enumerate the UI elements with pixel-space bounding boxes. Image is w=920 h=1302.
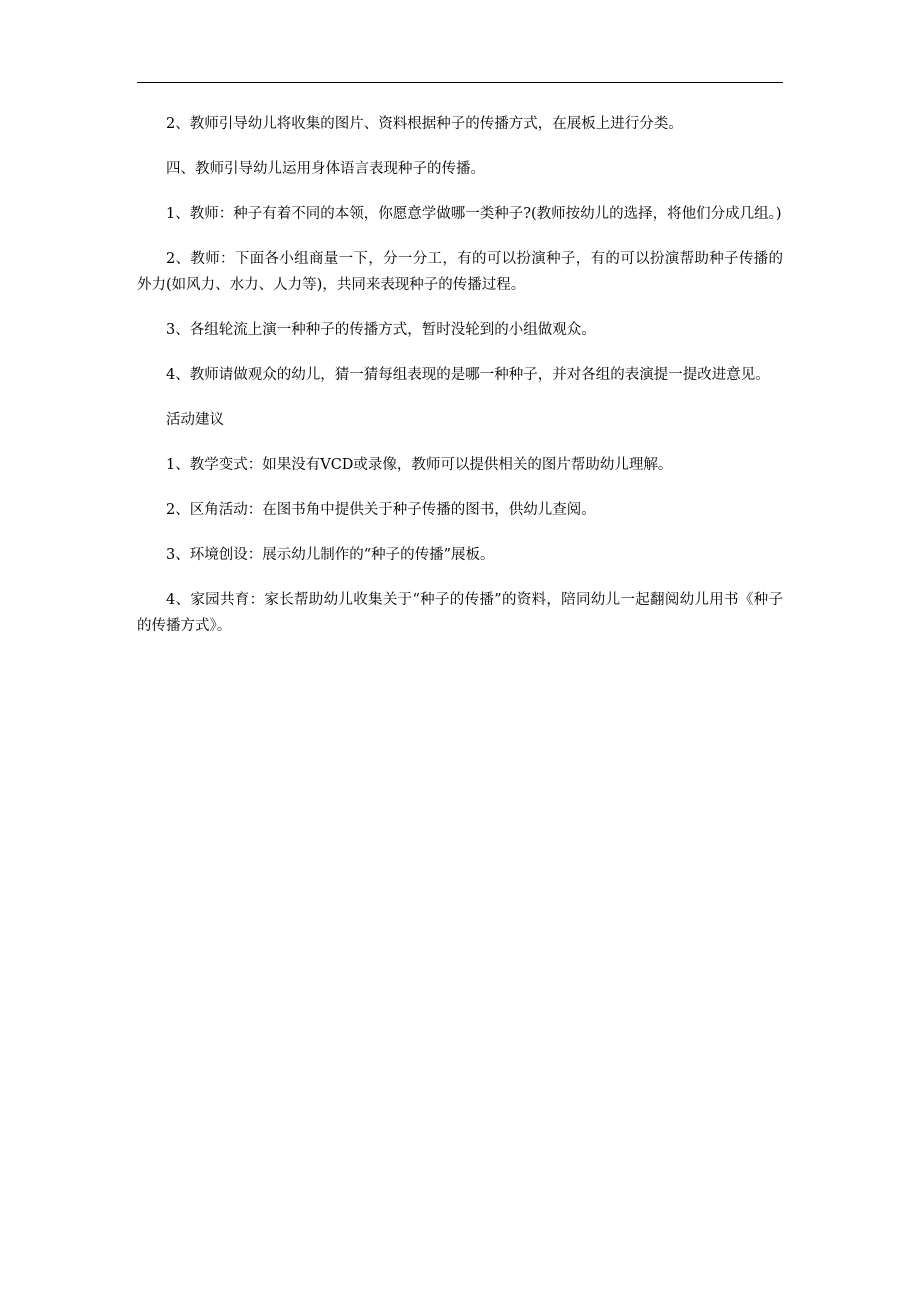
paragraph-audience-guess: 4、教师请做观众的幼儿，猜一猜每组表现的是哪一种种子，并对各组的表演提一提改进意见。	[166, 367, 770, 383]
paragraph-group-roles: 2、教师：下面各小组商量一下，分一分工，有的可以扮演种子，有的可以扮演帮助种子传播的外力(如风力、水力、人力等)，共同来表现种子的传播过程。	[137, 251, 783, 293]
paragraph-teaching-variation: 1、教学变式：如果没有VCD或录像，教师可以提供相关的图片帮助幼儿理解。	[166, 457, 673, 473]
paragraph-home-school: 4、家园共育：家长帮助幼儿收集关于“种子的传播”的资料，陪同幼儿一起翻阅幼儿用书《种子的传播方式》。	[137, 592, 783, 634]
paragraph-environment-setup: 3、环境创设：展示幼儿制作的“种子的传播”展板。	[166, 547, 495, 563]
document-body	[137, 111, 783, 658]
paragraph-groups-perform: 3、各组轮流上演一种种子的传播方式，暂时没轮到的小组做观众。	[166, 322, 596, 338]
header-rule	[137, 82, 783, 83]
section-heading-activity-suggestions: 活动建议	[166, 412, 224, 428]
paragraph-classify-materials: 2、教师引导幼儿将收集的图片、资料根据种子的传播方式，在展板上进行分类。	[166, 116, 683, 132]
paragraph-choose-seed-type: 1、教师：种子有着不同的本领，你愿意学做哪一类种子?(教师按幼儿的选择，将他们分成几组。)	[166, 206, 782, 222]
paragraph-corner-activity: 2、区角活动：在图书角中提供关于种子传播的图书，供幼儿查阅。	[166, 502, 596, 518]
section-heading-body-language: 四、教师引导幼儿运用身体语言表现种子的传播。	[166, 161, 485, 177]
